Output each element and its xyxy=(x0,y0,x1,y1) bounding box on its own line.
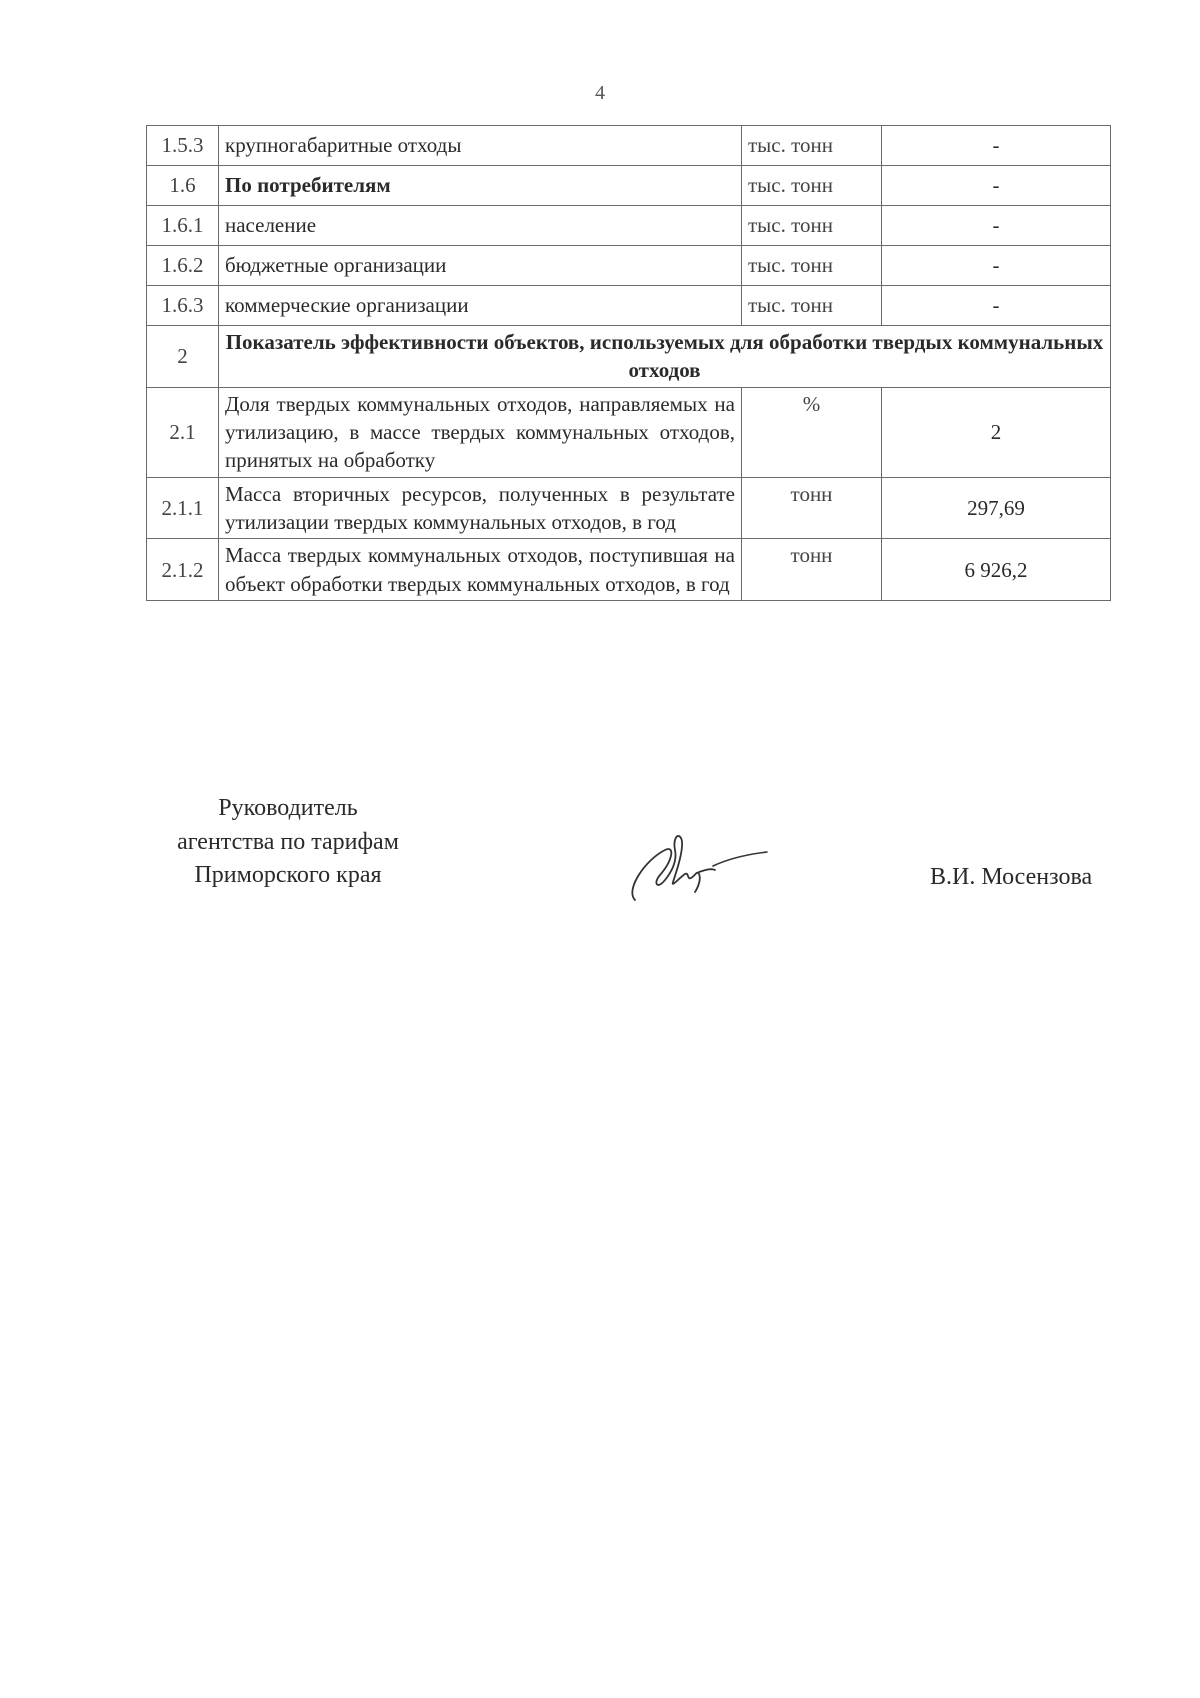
signatory-position xyxy=(148,792,428,893)
row-name: Масса твердых коммунальных отходов, поступившая на объект обработки твердых коммунальных отходов, в год xyxy=(219,539,742,601)
table-row xyxy=(147,387,1111,477)
row-number: 2.1 xyxy=(147,387,219,477)
table-row xyxy=(147,206,1111,246)
row-number: 1.6 xyxy=(147,166,219,206)
page-number: 4 xyxy=(595,82,605,104)
row-number: 1.6.2 xyxy=(147,246,219,286)
row-value: 6 926,2 xyxy=(882,539,1111,601)
row-number: 2.1.1 xyxy=(147,477,219,539)
row-name: коммерческие организации xyxy=(219,286,742,326)
row-value: - xyxy=(882,206,1111,246)
row-number: 2.1.2 xyxy=(147,539,219,601)
row-value: - xyxy=(882,126,1111,166)
row-value: - xyxy=(882,286,1111,326)
handwritten-signature-icon xyxy=(615,820,775,910)
row-name: По потребителям xyxy=(219,166,742,206)
table-row xyxy=(147,166,1111,206)
section-number: 2 xyxy=(147,326,219,388)
row-number: 1.6.3 xyxy=(147,286,219,326)
section-header-row xyxy=(147,326,1111,388)
row-number: 1.5.3 xyxy=(147,126,219,166)
row-unit: тыс. тонн xyxy=(742,166,882,206)
table-row xyxy=(147,126,1111,166)
indicators-table xyxy=(146,125,1111,601)
row-number: 1.6.1 xyxy=(147,206,219,246)
position-line: Приморского края xyxy=(194,862,382,889)
row-name: Масса вторичных ресурсов, полученных в результате утилизации твердых коммунальных отходов, в год xyxy=(219,477,742,539)
position-line: агентства по тарифам xyxy=(177,828,399,855)
row-unit: тыс. тонн xyxy=(742,286,882,326)
table-row xyxy=(147,539,1111,601)
row-value: - xyxy=(882,166,1111,206)
table-row xyxy=(147,246,1111,286)
signer-name: В.И. Мосензова xyxy=(930,864,1093,890)
row-name: крупногабаритные отходы xyxy=(219,126,742,166)
section-title: Показатель эффективности объектов, используемых для обработки твердых коммунальных отходов xyxy=(219,326,1111,388)
table-row xyxy=(147,286,1111,326)
row-unit: % xyxy=(742,387,882,477)
row-value: 2 xyxy=(882,387,1111,477)
row-unit: тонн xyxy=(742,539,882,601)
row-name: Доля твердых коммунальных отходов, направляемых на утилизацию, в массе твердых коммунальных отходов, принятых на обработку xyxy=(219,387,742,477)
row-name: бюджетные организации xyxy=(219,246,742,286)
row-value: 297,69 xyxy=(882,477,1111,539)
row-unit: тыс. тонн xyxy=(742,246,882,286)
row-unit: тонн xyxy=(742,477,882,539)
table-row xyxy=(147,477,1111,539)
position-line: Руководитель xyxy=(218,795,358,821)
row-unit: тыс. тонн xyxy=(742,126,882,166)
row-name: население xyxy=(219,206,742,246)
row-unit: тыс. тонн xyxy=(742,206,882,246)
row-value: - xyxy=(882,246,1111,286)
